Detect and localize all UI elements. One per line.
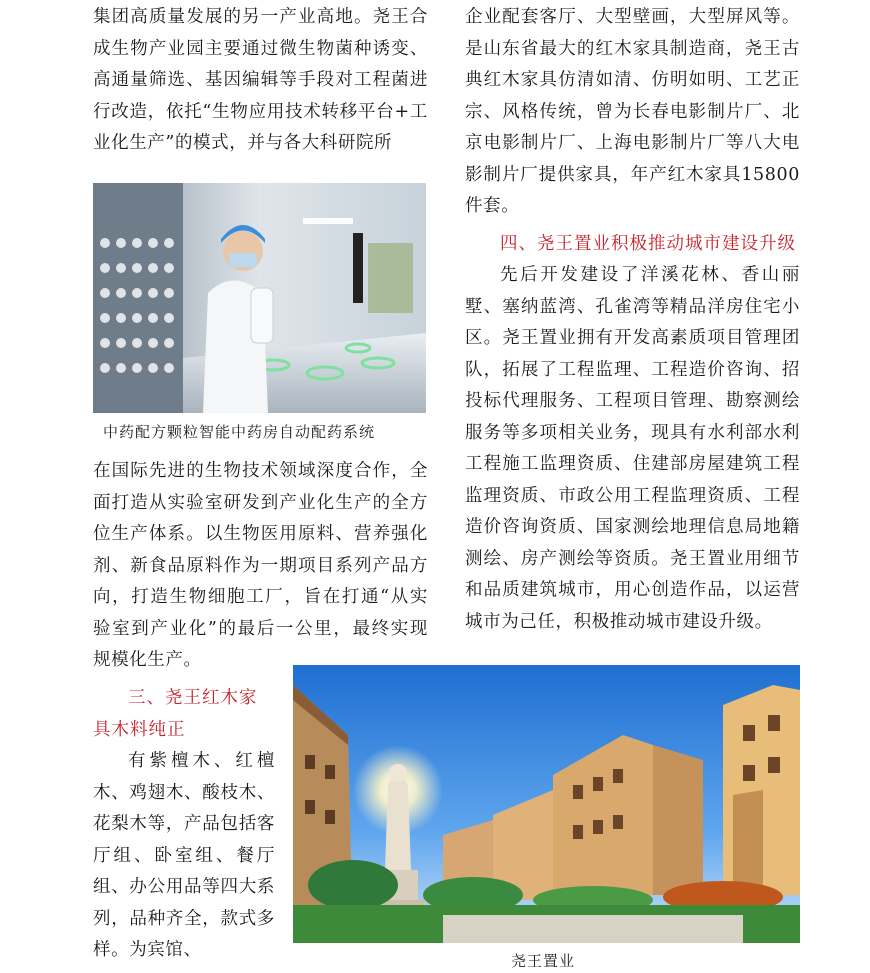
right-paragraph-1: 企业配套客厅、大型壁画，大型屏风等。是山东省最大的红木家具制造商，尧王古典红木家具仿清如清、仿明如明、工艺正宗、风格传统，曾为长春电影制片厂、北京电影制片厂、上海电影制片厂等八大电影制片厂提供家具，年产红木家具15800件套。 [465, 7, 800, 216]
section-heading-4: 四、尧王置业积极推动城市建设升级 [500, 234, 796, 254]
section-heading-3: 三、尧王红木家具木料纯正 [93, 688, 258, 740]
left-paragraph-1: 集团高质量发展的另一产业高地。尧王合成生物产业园主要通过微生物菌种诱变、高通量筛选、基因编辑等手段对工程菌进行改造，依托“生物应用技术转移平台+工业化生产”的模式，并与各大科研院所 [93, 7, 428, 153]
photo-caption-pharmacy: 中药配方颗粒智能中药房自动配药系统 [103, 423, 376, 441]
left-paragraph-3: 有紫檀木、红檀木、鸡翅木、酸枝木、花梨木等，产品包括客厅组、卧室组、餐厅组、办公用品等四大系列，品种齐全，款式多样。为宾馆、 [93, 751, 275, 960]
photo-caption-real-estate: 尧王置业 [511, 952, 576, 970]
right-paragraph-4: 先后开发建设了洋溪花林、香山丽墅、塞纳蓝湾、孔雀湾等精品洋房住宅小区。尧王置业拥有开发高素质项目管理团队，拓展了工程监理、工程造价咨询、招投标代理服务、工程项目管理、勘察测绘服务等多项相关业务，现具有水利部水利工程施工监理资质、住建部房屋建筑工程监理资质、市政公用工程监理资质、工程造价咨询资质、国家测绘地理信息局地籍测绘、房产测绘等资质。尧王置业用细节和品质建筑城市，用心创造作品，以运营城市为己任，积极推动城市建设升级。 [465, 265, 800, 632]
real-estate-photo [293, 665, 800, 943]
left-paragraph-2: 在国际先进的生物技术领域深度合作，全面打造从实验室研发到产业化生产的全方位生产体系。以生物医用原料、营养强化剂、新食品原料作为一期项目系列产品方向，打造生物细胞工厂，旨在打通“从实验室到产业化”的最后一公里，最终实现规模化生产。 [93, 461, 428, 670]
pharmacy-lab-photo [93, 183, 426, 413]
